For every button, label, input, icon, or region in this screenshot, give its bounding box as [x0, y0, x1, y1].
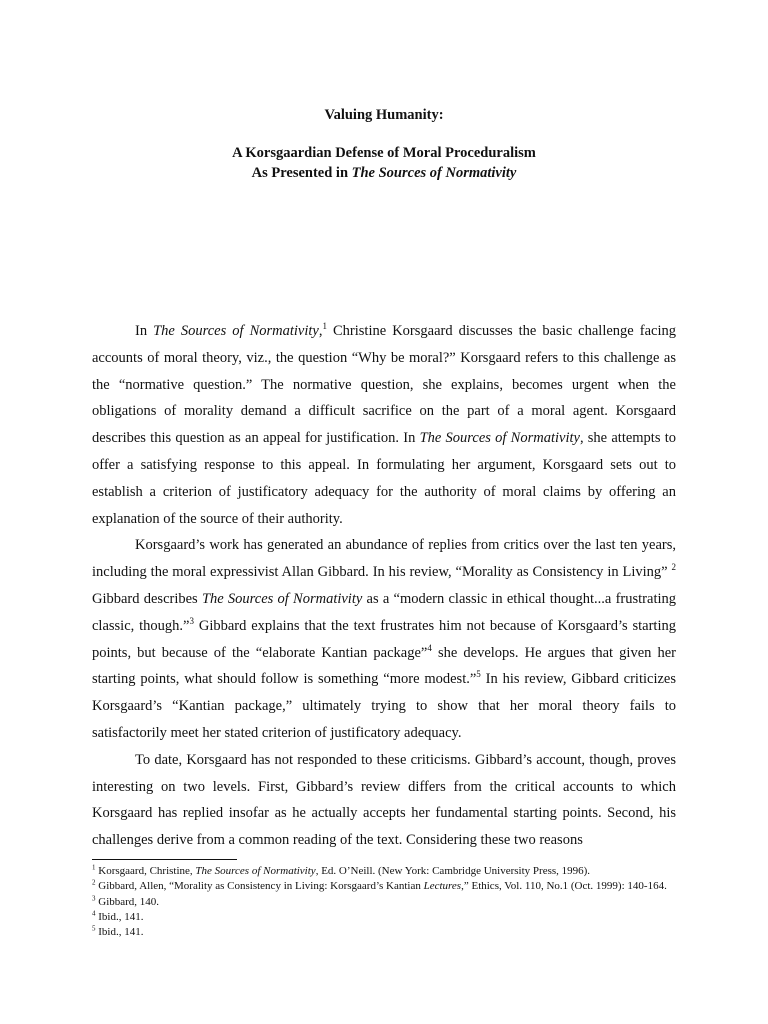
footnote-1-c: , Ed. O’Neill. (New York: Cambridge University Press, 1996).: [315, 865, 591, 877]
footnote-num-1: 1: [92, 863, 96, 872]
p2-text-e: Gibbard explains that the text frustrates him not because of Korsgaard’s starting points, but because of the “elaborate Kantian package”: [92, 617, 676, 661]
footnote-3-text: Gibbard, 140.: [95, 895, 160, 908]
paragraph-3: To date, Korsgaard has not responded to these criticisms. Gibbard’s account, though, proves interesting on two levels. First, Gibbard’s review differs from the critical accounts to which Korsgaard has replied insofar as he actually accepts her fundamental starting points. Second, his challenges derive from a common reading of the text. Considering these two reasons: [92, 751, 676, 849]
footnote-num-4: 4: [92, 909, 96, 918]
footnote-2-a: Gibbard, Allen, “Morality as Consistency in Living: Korsgaard’s Kantian: [95, 880, 424, 893]
p1-book-title: The Sources of Normativity: [153, 323, 319, 339]
footnote-2-c: ,” Ethics, Vol. 110, No.1 (Oct. 1999): 140-164.: [461, 880, 667, 893]
footnote-divider: [92, 859, 237, 860]
footnote-3: [92, 895, 676, 910]
main-title: Valuing Humanity:: [324, 107, 444, 123]
p2-text-d: as a “modern classic in ethical thought...a frustrating classic, though.”: [92, 590, 677, 634]
subtitle-line-2: [0, 163, 768, 183]
footnote-ref-4: 4: [427, 642, 432, 653]
footnote-ref-2: 2: [671, 562, 676, 573]
footnote-ref-5: 5: [476, 669, 481, 680]
p1-text-e: , she attempts to offer a satisfying response to this appeal. In formulating her argument, Korsgaard sets out to establish a criterion of justificatory adequacy for the authority of moral claims by offering an explanation of the source of their authority.: [92, 430, 676, 527]
footnote-4-text: Ibid., 141.: [95, 910, 144, 923]
p2-text-f: she develops. He argues that given her starting points, what should follow is something “more modest.”: [92, 644, 676, 688]
p2-text-g: In his review, Gibbard criticizes Korsgaard’s “Kantian package,” ultimately trying to show that her moral theory fails to satisfactorily meet her stated criterion of justificatory adequacy.: [92, 671, 676, 741]
p2-book-title: The Sources of Normativity: [201, 590, 363, 607]
footnote-1: [92, 864, 676, 879]
footnote-1-a: Korsgaard, Christine,: [95, 865, 196, 877]
p2-text-b: Gibbard describes: [92, 590, 202, 607]
footnote-num-3: 3: [92, 893, 96, 902]
footnote-2: [92, 879, 676, 894]
paragraph-1: In The Sources of Normativity,$^1$ Christine Korsgaard discusses the basic challenge facing accounts of moral theory, viz., the question “Why be moral?” Korsgaard refers to this challenge as the “normative question.” The normative question, she explains, becomes urgent when the obligations of morality demand a difficult sacrifice on the part of a moral agent. Korsgaard describes this question as an appeal for justification. In The Sources of Normativity, she attempts to offer a satisfying response to this appeal. In formulating her argument, Korsgaard sets out to establish a criterion of justificatory adequacy for the authority of moral claims by offering an explanation of the source of their authority.: [92, 321, 676, 527]
body-text: [92, 318, 676, 854]
footnotes: [92, 864, 676, 940]
subtitle-book-title: The Sources of Normativity: [351, 165, 517, 181]
footnote-num-5: 5: [92, 924, 96, 933]
footnote-num-2: 2: [92, 878, 96, 887]
p1-book-title-2: The Sources of Normativity: [419, 430, 580, 447]
p2-text-a: Korsgaard’s work has generated an abundance of replies from critics over the last ten years, including the moral expressivist Allan Gibbard. In his review, “Morality as Consistency in Living”: [92, 537, 676, 581]
paragraph-2: [92, 532, 676, 746]
footnote-ref-1: 1: [322, 321, 327, 332]
subtitle-prefix: As Presented in: [251, 165, 352, 181]
p1-text-a: In: [135, 323, 154, 339]
footnote-2-title: Lectures: [423, 880, 462, 893]
title-block: [0, 105, 768, 183]
footnote-1-title: The Sources of Normativity: [195, 865, 316, 877]
subtitle-line-1: A Korsgaardian Defense of Moral Proceduralism: [232, 145, 536, 161]
footnote-ref-3: 3: [189, 615, 194, 626]
footnote-4: [92, 910, 676, 925]
footnote-5: [92, 925, 676, 940]
p1-text-c: Christine Korsgaard discusses the basic challenge facing accounts of moral theory, viz., the question “Why be moral?” Korsgaard refers to this challenge as the “normative question.” The normative question, she explains, becomes urgent when the obligations of morality demand a difficult sacrifice on the part of a moral agent. Korsgaard describes this question as an appeal for justification. In: [92, 323, 676, 447]
footnote-5-text: Ibid., 141.: [95, 926, 144, 939]
